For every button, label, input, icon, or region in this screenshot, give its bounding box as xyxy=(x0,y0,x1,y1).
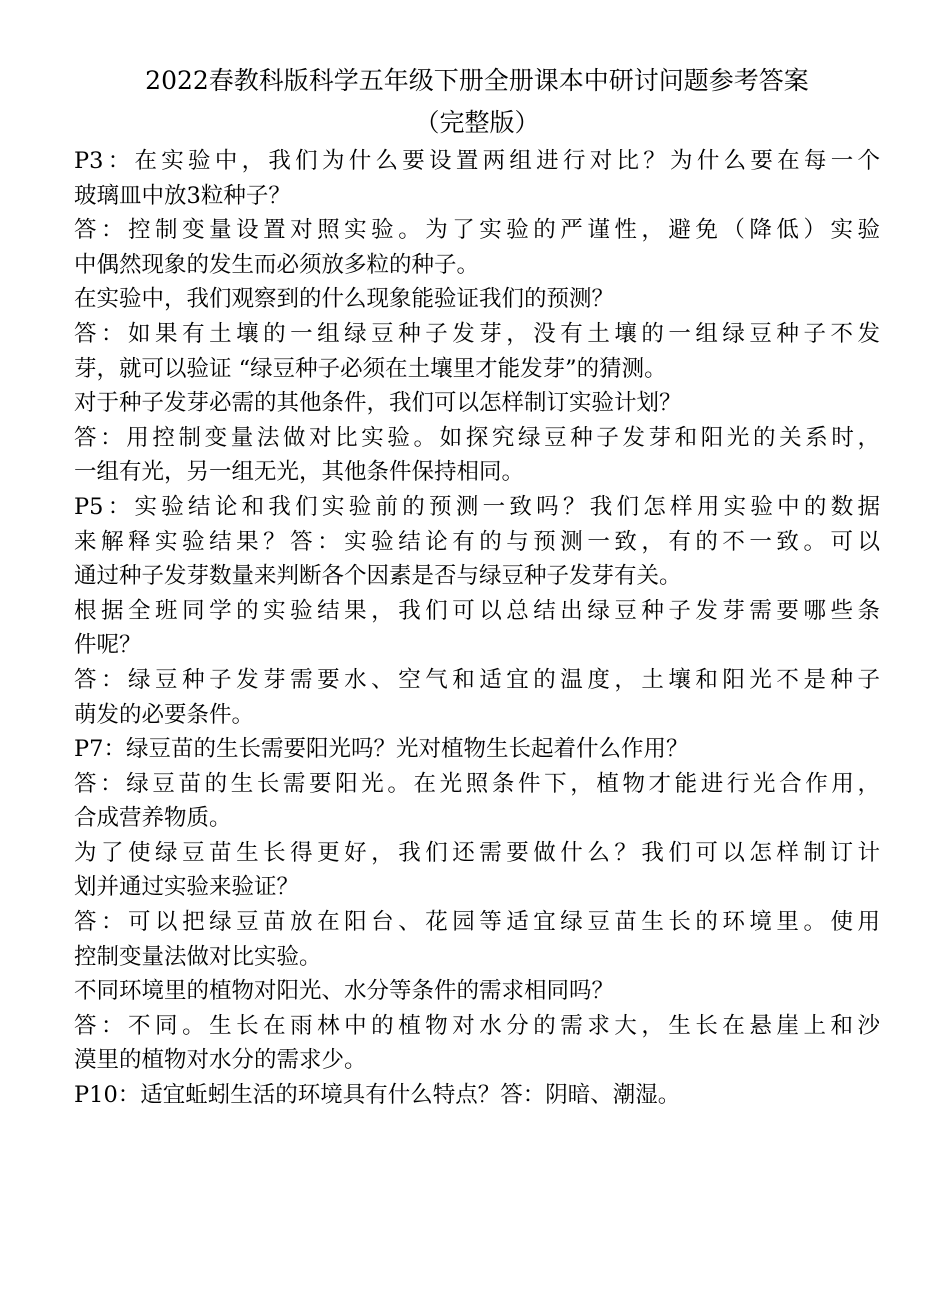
document-body xyxy=(74,144,880,1113)
text-line: 答：绿豆种子发芽需要水、空气和适宜的温度，土壤和阳光不是种子 xyxy=(74,666,880,693)
text-line: 控制变量法做对比实验。 xyxy=(74,943,322,970)
document-title: 2022春教科版科学五年级下册全册课本中研讨问题参考答案 xyxy=(145,66,809,95)
text-line: 答：用控制变量法做对比实验。如探究绿豆种子发芽和阳光的关系时， xyxy=(74,424,880,451)
text-line: 件呢？ xyxy=(74,632,142,659)
text-line: 通过种子发芽数量来判断各个因素是否与绿豆种子发芽有关。 xyxy=(74,563,682,590)
text-line: P7：绿豆苗的生长需要阳光吗？光对植物生长起着什么作用？ xyxy=(74,736,689,763)
text-line: 萌发的必要条件。 xyxy=(74,701,255,728)
text-line: 玻璃皿中放3粒种子？ xyxy=(74,182,291,209)
document-subtitle: （完整版） xyxy=(414,108,540,137)
text-line: 来解释实验结果？答：实验结论有的与预测一致，有的不一致。可以 xyxy=(74,528,880,555)
text-line: P3：在实验中，我们为什么要设置两组进行对比？为什么要在每一个 xyxy=(74,148,880,174)
text-line: 划并通过实验来验证？ xyxy=(74,874,300,901)
text-line: 漠里的植物对水分的需求少。 xyxy=(74,1047,367,1074)
text-line: P10：适宜蚯蚓生活的环境具有什么特点？答：阴暗、潮湿。 xyxy=(74,1082,681,1109)
text-line: 答：不同。生长在雨林中的植物对水分的需求大，生长在悬崖上和沙 xyxy=(74,1012,880,1039)
text-line: 芽，就可以验证 “绿豆种子必须在土壤里才能发芽”的猜测。 xyxy=(74,355,667,382)
text-line: 答：如果有土壤的一组绿豆种子发芽，没有土壤的一组绿豆种子不发 xyxy=(74,320,880,347)
text-line: 一组有光，另一组无光，其他条件保持相同。 xyxy=(74,459,525,486)
text-line: 中偶然现象的发生而必须放多粒的种子。 xyxy=(74,251,480,278)
text-line: 不同环境里的植物对阳光、水分等条件的需求相同吗？ xyxy=(74,978,615,1005)
text-line: 根据全班同学的实验结果，我们可以总结出绿豆种子发芽需要哪些条 xyxy=(74,597,880,624)
text-line: 合成营养物质。 xyxy=(74,805,232,832)
text-line: 答：控制变量设置对照实验。为了实验的严谨性，避免（降低）实验 xyxy=(74,217,880,244)
text-line: 为了使绿豆苗生长得更好，我们还需要做什么？我们可以怎样制订计 xyxy=(74,839,880,866)
text-line: 在实验中，我们观察到的什么现象能验证我们的预测？ xyxy=(74,286,615,313)
text-line: 答：可以把绿豆苗放在阳台、花园等适宜绿豆苗生长的环境里。使用 xyxy=(74,909,880,936)
text-line: 对于种子发芽必需的其他条件，我们可以怎样制订实验计划？ xyxy=(74,390,682,417)
document-page xyxy=(74,58,880,1113)
text-line: 答：绿豆苗的生长需要阳光。在光照条件下，植物才能进行光合作用， xyxy=(74,770,880,797)
text-line: P5：实验结论和我们实验前的预测一致吗？我们怎样用实验中的数据 xyxy=(74,493,880,520)
